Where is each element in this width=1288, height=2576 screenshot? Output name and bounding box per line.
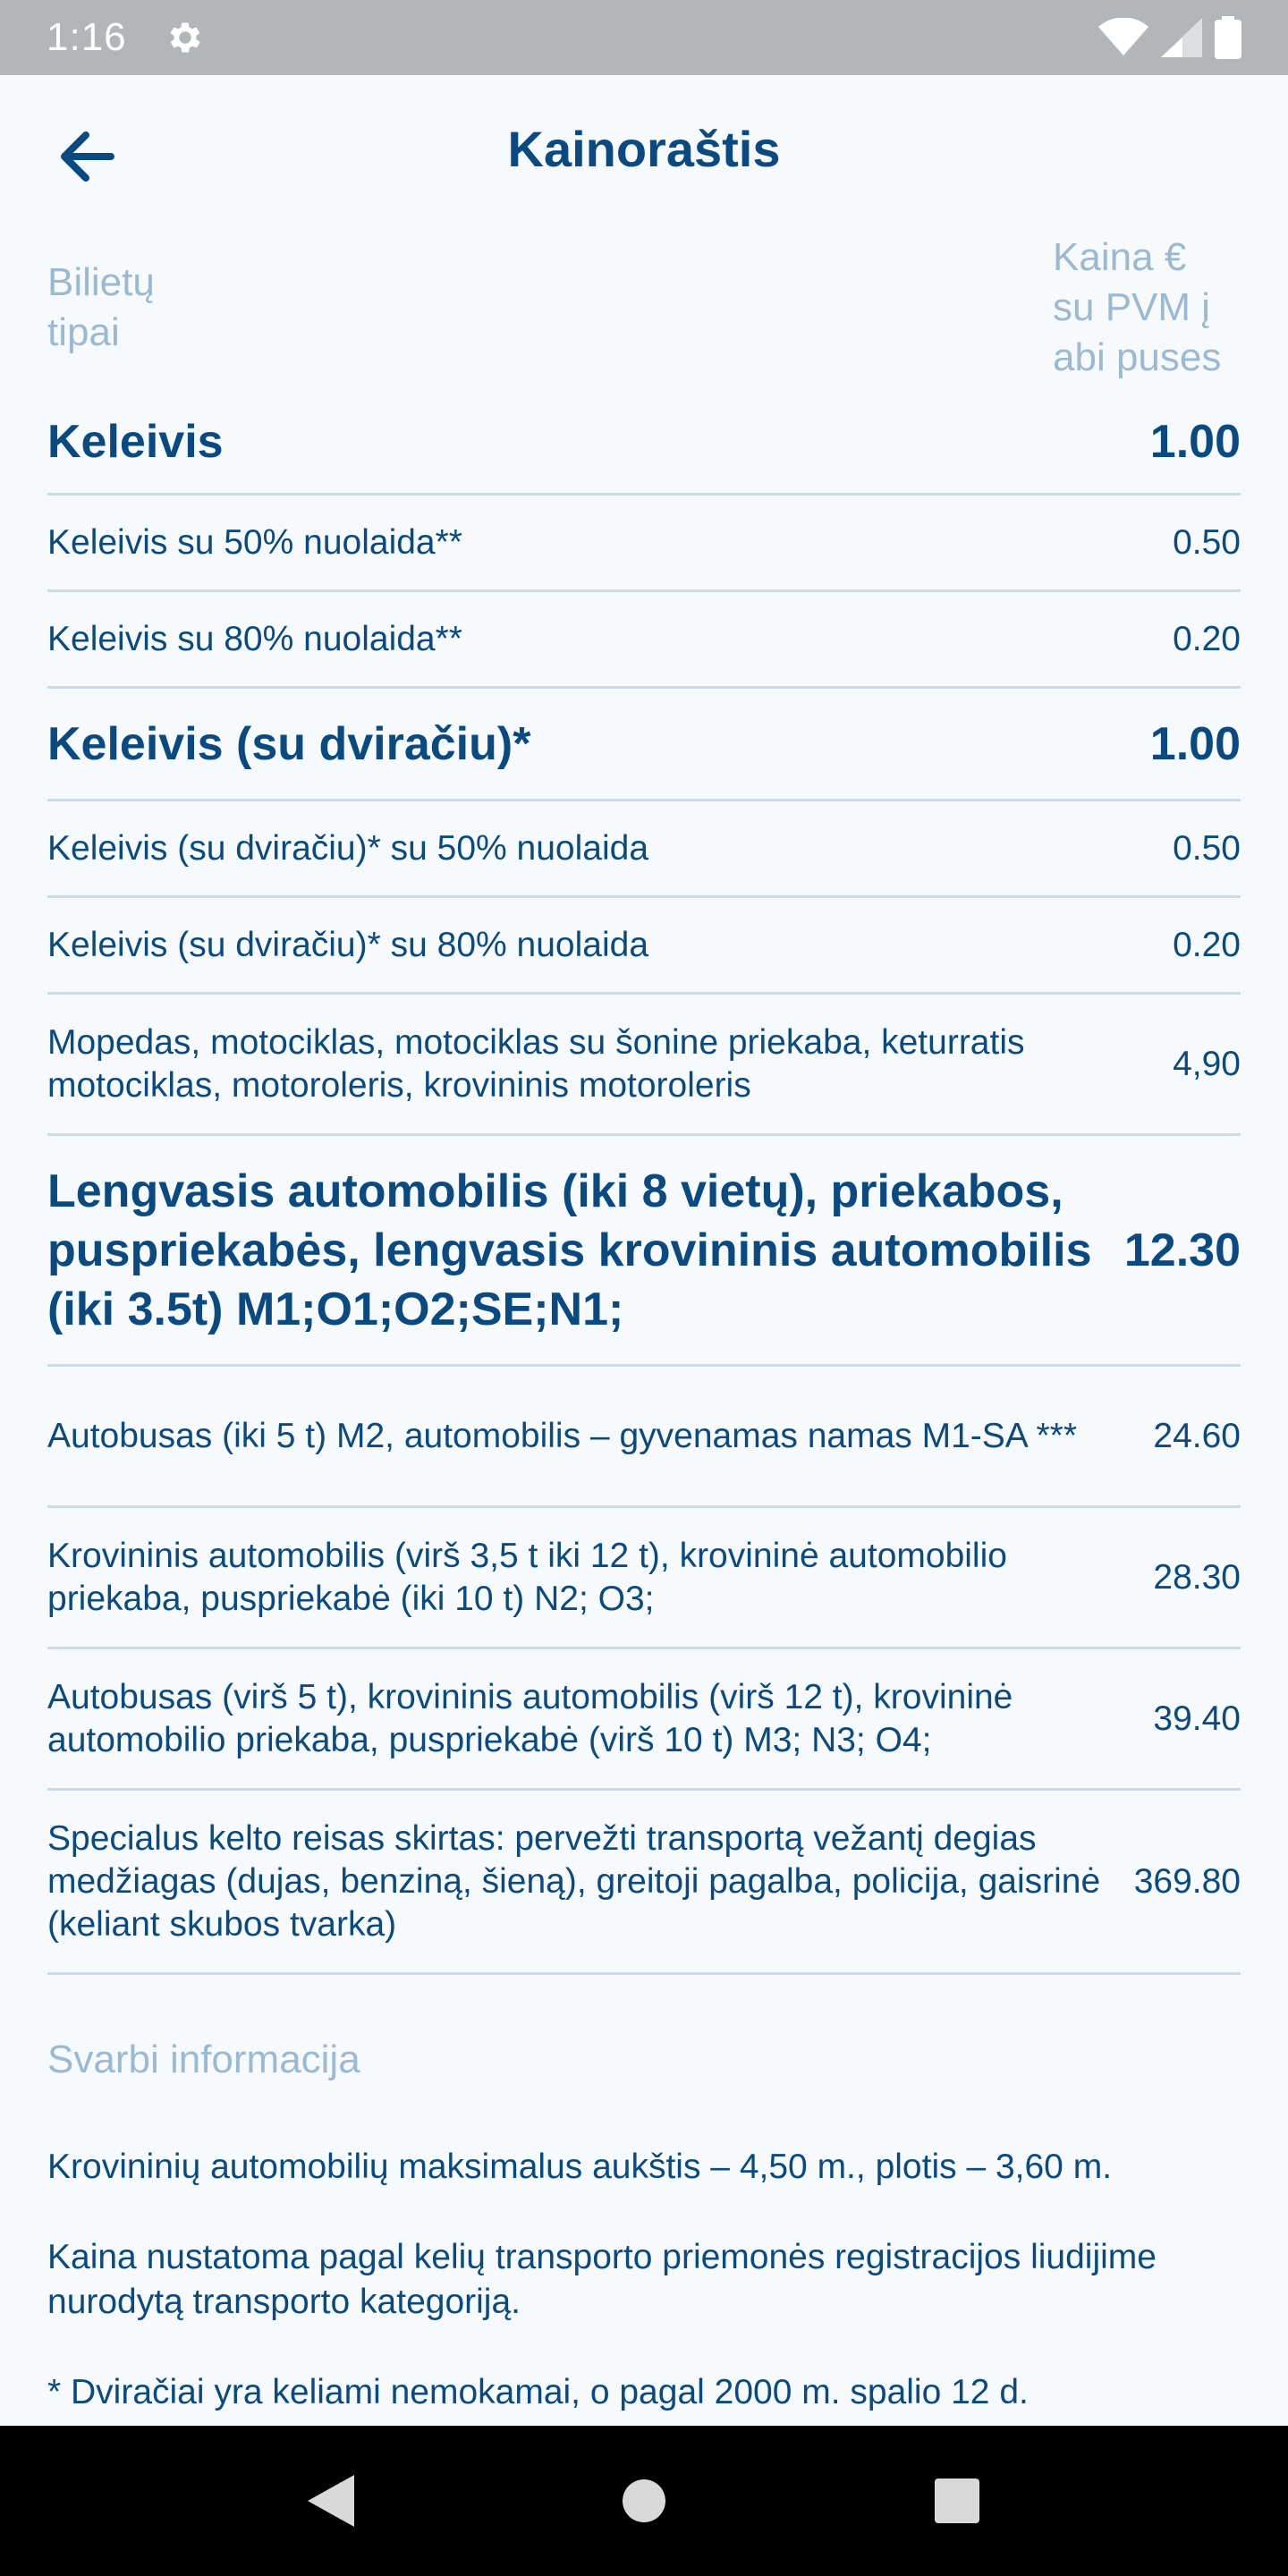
info-paragraph: Kaina nustatoma pagal kelių transporto priemonės registracijos liudijime nurodytą transporto kategoriją.	[47, 2238, 1157, 2321]
row-name: Keleivis su 50% nuolaida**	[47, 522, 462, 562]
row-price: 28.30	[1153, 1557, 1241, 1597]
price-row	[47, 390, 1241, 496]
row-price: 12.30	[1123, 1224, 1241, 1276]
row-price: 0.50	[1173, 522, 1241, 562]
row-price: 0.20	[1173, 619, 1241, 658]
price-row	[47, 1649, 1241, 1791]
status-time: 1:16	[47, 15, 127, 59]
arrow-left-icon	[59, 131, 114, 182]
row-name: Mopedas, motociklas, motociklas su šonine priekaba, keturratis motociklas, motoroleris, krovininis motoroleris	[47, 1022, 1025, 1105]
row-price: 1.00	[1149, 717, 1241, 770]
price-row	[47, 592, 1241, 689]
app-bar	[0, 75, 1288, 233]
battery-icon	[1215, 16, 1241, 59]
row-name: Autobusas (iki 5 t) M2, automobilis – gyvenamas namas M1-SA ***	[47, 1416, 1078, 1455]
price-row	[47, 1367, 1241, 1508]
price-row	[47, 1508, 1241, 1649]
header-price: Kaina € su PVM į abi puses	[1053, 235, 1222, 379]
row-price: 0.20	[1173, 925, 1241, 964]
price-row	[47, 801, 1241, 898]
row-name: Lengvasis automobilis (iki 8 vietų), priekabos, puspriekabės, lengvasis krovininis automobilis (iki 3.5t) M1;O1;O2;SE;N1;	[47, 1165, 1092, 1335]
price-row	[47, 995, 1241, 1136]
circle-home-icon	[622, 2479, 666, 2523]
price-row	[47, 689, 1241, 801]
page-title: Kainoraštis	[507, 120, 781, 177]
info-paragraph: * Dviračiai yra keliami nemokamai, o pagal 2000 m. spalio 12 d.	[47, 2373, 1029, 2411]
nav-recents-button[interactable]	[930, 2474, 984, 2528]
row-price: 39.40	[1153, 1699, 1241, 1738]
price-row	[47, 1791, 1241, 1975]
status-bar	[0, 0, 1288, 75]
row-price: 24.60	[1153, 1416, 1241, 1455]
price-list	[47, 233, 1241, 2415]
info-heading: Svarbi informacija	[47, 2038, 360, 2081]
triangle-back-icon	[308, 2475, 354, 2527]
wifi-icon	[1098, 18, 1148, 57]
square-recents-icon	[935, 2479, 979, 2523]
row-name: Keleivis (su dviračiu)* su 50% nuolaida	[47, 828, 649, 868]
cell-signal-icon	[1161, 18, 1202, 57]
table-header	[47, 233, 1241, 390]
settings-gear-icon	[165, 17, 206, 58]
row-price: 4,90	[1173, 1044, 1241, 1083]
row-name: Autobusas (virš 5 t), krovininis automobilis (virš 12 t), krovininė automobilio priekaba, puspriekabė (virš 10 t) M3; N3; O4;	[47, 1677, 1013, 1759]
row-name: Keleivis su 80% nuolaida**	[47, 619, 462, 658]
row-price: 0.50	[1173, 828, 1241, 868]
system-nav-bar	[0, 2426, 1288, 2576]
row-name: Keleivis	[47, 415, 224, 468]
row-price: 369.80	[1133, 1861, 1241, 1901]
row-price: 1.00	[1149, 415, 1241, 468]
price-row	[47, 898, 1241, 995]
header-ticket-types: Bilietų tipai	[47, 260, 155, 354]
row-name: Keleivis (su dviračiu)* su 80% nuolaida	[47, 925, 649, 964]
nav-back-button[interactable]	[304, 2474, 358, 2528]
info-paragraph: Krovininių automobilių maksimalus aukštis – 4,50 m., plotis – 3,60 m.	[47, 2148, 1113, 2186]
row-name: Specialus kelto reisas skirtas: pervežti transportą vežantį degias medžiagas (dujas, benziną, šieną), greitoji pagalba, policija, gaisrinė (keliant skubos tvarka)	[47, 1818, 1101, 1944]
row-name: Keleivis (su dviračiu)*	[47, 717, 531, 770]
back-button[interactable]	[55, 125, 118, 188]
nav-home-button[interactable]	[617, 2474, 671, 2528]
status-icons	[1098, 16, 1241, 59]
price-row	[47, 1136, 1241, 1367]
price-row	[47, 496, 1241, 592]
row-name: Krovininis automobilis (virš 3,5 t iki 12 t), krovininė automobilio priekaba, puspriekabė (iki 10 t) N2; O3;	[47, 1536, 1007, 1618]
